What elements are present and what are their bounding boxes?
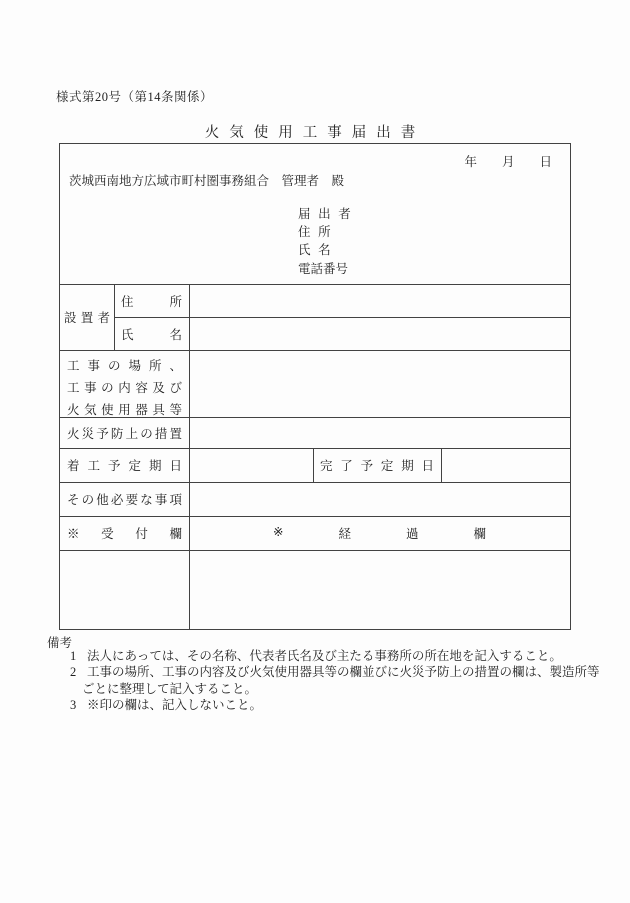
- note-item-2-continuation: [82, 682, 257, 697]
- date-month-label: 月: [501, 155, 515, 169]
- progress-char-2: 過: [405, 527, 419, 541]
- other-items-label: その他必要な事項: [67, 493, 182, 507]
- reception-label: ※受付欄: [67, 527, 182, 541]
- form-number: 様式第20号（第14条関係）: [56, 90, 214, 104]
- installer-address-value-cell: [189, 284, 570, 317]
- work-label-line2: 工事の内容及び: [67, 381, 182, 395]
- other-items-value-cell: [189, 482, 570, 516]
- note-2-text-line1: 工事の場所、工事の内容及び火気使用器具等の欄並びに火災予防上の措置の欄は、製造所等: [87, 665, 600, 679]
- progress-value-cell: [189, 550, 570, 629]
- installer-label: 設置者: [64, 311, 110, 325]
- notifier-phone-label: 電話番号: [298, 261, 349, 276]
- date-day-label: 日: [539, 155, 552, 169]
- start-date-label: 着工予定期日: [67, 459, 182, 473]
- completion-date-value-cell: [441, 448, 570, 482]
- note-item-1: [70, 649, 562, 664]
- note-1-number: 1: [70, 649, 77, 663]
- notes-heading: 備考: [47, 636, 73, 650]
- note-2-text-line2: ごとに整理して記入すること。: [82, 682, 258, 696]
- work-label-line1: 工事の場所、: [67, 359, 182, 373]
- completion-date-label-cell: [313, 448, 441, 482]
- other-items-label-cell: [60, 482, 189, 516]
- document-title: 火気使用工事届出書: [204, 125, 426, 141]
- reception-label-cell: [60, 516, 189, 550]
- start-date-value-cell: [189, 448, 313, 482]
- completion-date-label: 完了予定期日: [320, 459, 434, 473]
- progress-mark: ※: [273, 525, 284, 539]
- installer-header-cell: [60, 284, 114, 350]
- notifier-name-label: 氏 名: [298, 243, 331, 258]
- progress-char-1: 経: [338, 527, 351, 541]
- fire-prevention-value-cell: [189, 417, 570, 448]
- installer-address-label-cell: [114, 284, 189, 317]
- work-label-line3: 火気使用器具等: [67, 403, 182, 417]
- installer-address-label: 住所: [121, 294, 182, 309]
- work-description-label-cell: [60, 350, 189, 417]
- installer-name-label: 氏名: [121, 327, 182, 342]
- note-3-text: ※印の欄は、記入しないこと。: [87, 698, 263, 712]
- note-2-number: 2: [70, 665, 77, 679]
- installer-name-label-cell: [114, 317, 189, 350]
- installer-name-value-cell: [189, 317, 570, 350]
- note-item-2: [70, 665, 600, 680]
- note-1-text: 法人にあっては、その名称、代表者氏名及び主たる事務所の所在地を記入すること。: [87, 649, 562, 663]
- notifier-address-label: 住 所: [298, 225, 331, 240]
- note-3-number: 3: [70, 698, 77, 712]
- start-date-label-cell: [60, 448, 189, 482]
- progress-char-3: 欄: [473, 527, 486, 541]
- notifier-block: [298, 205, 351, 278]
- addressee-line: 茨城西南地方広域市町村圏事務組合 管理者 殿: [69, 174, 345, 188]
- progress-label-cell: [189, 516, 570, 550]
- fire-prevention-label-cell: [60, 417, 189, 448]
- work-description-value-cell: [189, 350, 570, 417]
- fire-prevention-label: 火災予防上の措置: [67, 426, 182, 441]
- reception-value-cell: [60, 550, 189, 629]
- notifier-label: 届 出 者: [298, 207, 351, 221]
- progress-label: [273, 524, 486, 542]
- date-year-label: 年: [464, 155, 477, 169]
- date-line: [60, 152, 570, 170]
- form-table: [59, 143, 571, 630]
- note-item-3: [70, 698, 262, 713]
